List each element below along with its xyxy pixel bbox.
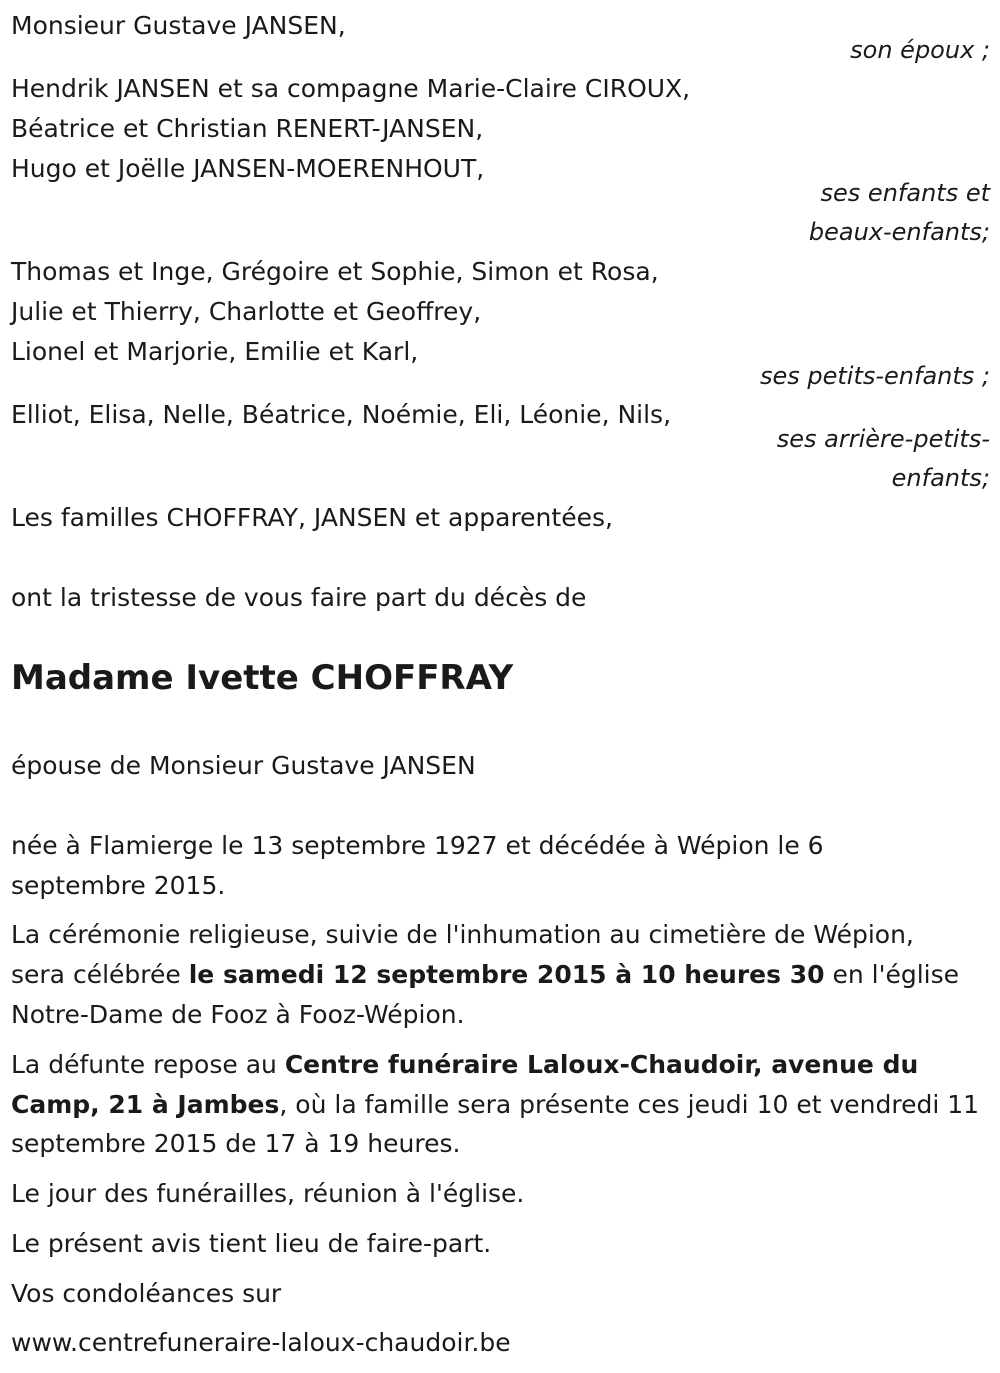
visitation-text: La défunte repose au bbox=[11, 1050, 285, 1079]
visitation-place: Camp, 21 à Jambes bbox=[11, 1090, 280, 1119]
families-line: Les familles CHOFFRAY, JANSEN et apparentées, bbox=[11, 503, 613, 532]
grandchild-line: Thomas et Inge, Grégoire et Sophie, Simon et Rosa, bbox=[11, 257, 659, 286]
spouse-name: Monsieur Gustave JANSEN, bbox=[11, 11, 346, 40]
visitation-text: , où la famille sera présente ces jeudi 10 et vendredi 11 bbox=[279, 1090, 980, 1119]
child-line: Hugo et Joëlle JANSEN-MOERENHOUT, bbox=[11, 154, 485, 183]
deceased-name: Madame Ivette CHOFFRAY bbox=[11, 658, 514, 698]
children-role: beaux-enfants; bbox=[808, 218, 990, 246]
visitation-place: Centre funéraire Laloux-Chaudoir, avenue du bbox=[284, 1050, 919, 1079]
child-line: Hendrik JANSEN et sa compagne Marie-Claire CIROUX, bbox=[11, 74, 691, 103]
spouse-role: son époux ; bbox=[850, 36, 990, 64]
great-grandchildren-role: ses arrière-petits- bbox=[776, 425, 990, 453]
ceremony-text: sera célébrée bbox=[11, 960, 189, 989]
grandchild-line: Julie et Thierry, Charlotte et Geoffrey, bbox=[11, 297, 482, 326]
funeral-meeting: Le jour des funérailles, réunion à l'église. bbox=[11, 1179, 525, 1208]
ceremony-text: en l'église bbox=[824, 960, 959, 989]
visitation-line bbox=[11, 1085, 979, 1125]
announcement: ont la tristesse de vous faire part du décès de bbox=[11, 583, 587, 612]
ceremony-date: le samedi 12 septembre 2015 à 10 heures 30 bbox=[188, 960, 825, 989]
great-grandchildren-line: Elliot, Elisa, Nelle, Béatrice, Noémie, Eli, Léonie, Nils, bbox=[11, 400, 672, 429]
ceremony-line bbox=[11, 955, 959, 995]
condolences-label: Vos condoléances sur bbox=[11, 1279, 282, 1308]
ceremony-line: La cérémonie religieuse, suivie de l'inhumation au cimetière de Wépion, bbox=[11, 920, 914, 949]
notice-line: Le présent avis tient lieu de faire-part. bbox=[11, 1229, 492, 1258]
child-line: Béatrice et Christian RENERT-JANSEN, bbox=[11, 114, 484, 143]
grandchildren-role: ses petits-enfants ; bbox=[759, 362, 990, 390]
children-role: ses enfants et bbox=[820, 179, 990, 207]
spouse-of: épouse de Monsieur Gustave JANSEN bbox=[11, 751, 476, 780]
website-link[interactable]: www.centrefuneraire-laloux-chaudoir.be bbox=[11, 1328, 511, 1357]
visitation-line: septembre 2015 de 17 à 19 heures. bbox=[11, 1129, 461, 1158]
birth-death-line: née à Flamierge le 13 septembre 1927 et décédée à Wépion le 6 bbox=[11, 831, 824, 860]
birth-death-line: septembre 2015. bbox=[11, 871, 226, 900]
grandchild-line: Lionel et Marjorie, Emilie et Karl, bbox=[11, 337, 419, 366]
visitation-line bbox=[11, 1045, 918, 1085]
ceremony-line: Notre-Dame de Fooz à Fooz-Wépion. bbox=[11, 1000, 465, 1029]
great-grandchildren-role: enfants; bbox=[891, 464, 990, 492]
